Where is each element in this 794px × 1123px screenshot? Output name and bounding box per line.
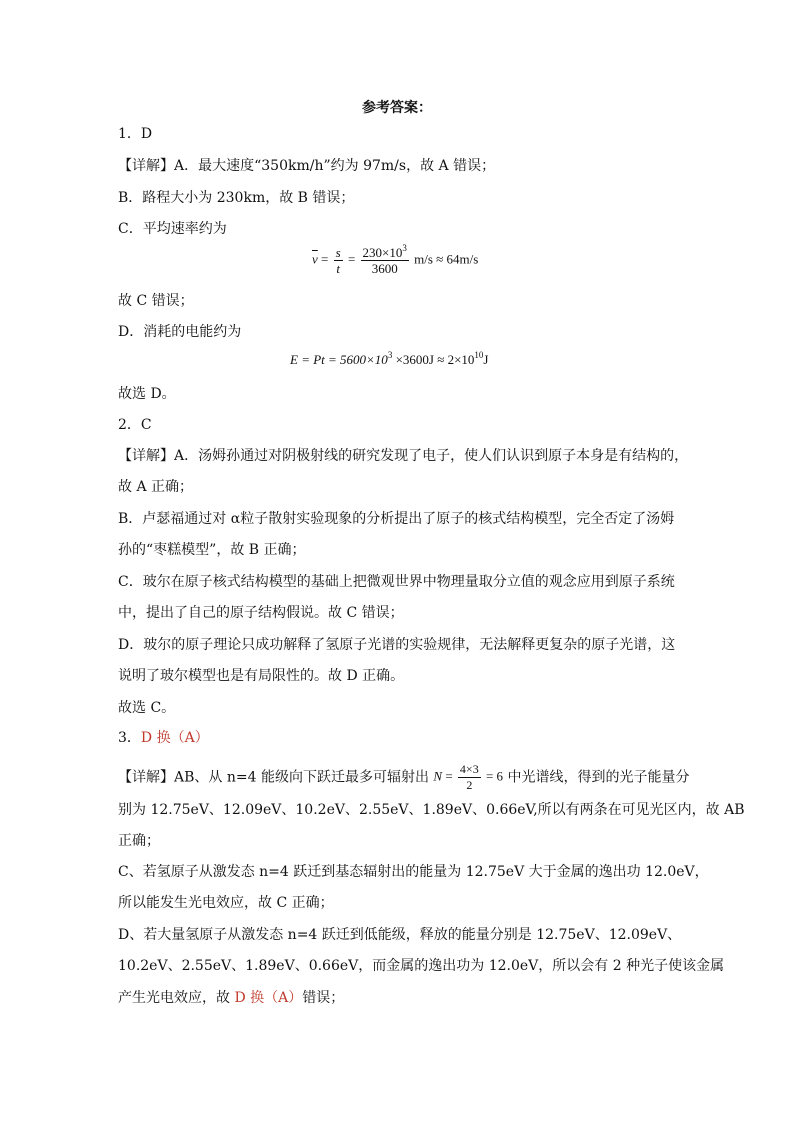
q1-choice: 故选 D。 <box>118 386 176 402</box>
q3-line-6: D、若大量氢原子从激发态 n=4 跃迁到低能级，释放的能量分别是 12.75eV、12.09eV、 <box>118 927 682 943</box>
page-title: 参考答案： <box>362 100 432 116</box>
formula-v: $\overline{v}$ <box>312 251 318 267</box>
q3-line-3: 正确； <box>118 833 160 849</box>
q3-answer-highlight: D 换（A） <box>140 730 209 746</box>
q2-option-d-1: D．玻尔的原子理论只成功解释了氢原子光谱的实验规律，无法解释更复杂的原子光谱，这 <box>118 637 676 653</box>
fraction-distance: $230\times 10^3$ <box>362 243 407 260</box>
formula-result: m/s ≈ 64m/s <box>414 251 479 267</box>
q2-choice: 故选 C。 <box>118 700 176 716</box>
q2-option-c-1: C．玻尔在原子核式结构模型的基础上把微观世界中物理量取分立值的观念应用到原子系统 <box>118 574 675 590</box>
q2-option-d-2: 说明了玻尔模型也是有局限性的。故 D 正确。 <box>118 668 405 684</box>
q2-option-c-2: 中，提出了自己的原子结构假说。故 C 错误； <box>118 605 404 621</box>
fraction-distance-over-time <box>361 245 409 276</box>
q3-line-4: C、若氢原子从激发态 n=4 跃迁到基态辐射出的能量为 12.75eV 大于金属的逸出功 12.0eV， <box>118 864 709 880</box>
q3-line-5: 所以能发生光电效应，故 C 正确； <box>118 895 334 911</box>
q1-c-conclusion: 故 C 错误； <box>118 293 194 309</box>
fraction-2: 2 <box>466 778 473 792</box>
fraction-4x3: 4×3 <box>459 762 479 776</box>
q2-detail-a-2: 故 A 正确； <box>118 479 194 495</box>
fraction-s-over-t <box>334 245 343 276</box>
q3-line-8: 产生光电效应，故 D 换（A）错误； <box>118 990 345 1006</box>
q2-option-b-1: B．卢瑟福通过对 α粒子散射实验现象的分析提出了原子的核式结构模型，完全否定了汤姆 <box>118 511 675 527</box>
q1-option-d: D．消耗的电能约为 <box>118 324 242 340</box>
q2-option-b-2: 孙的“枣糕模型”，故 B 正确； <box>118 542 306 558</box>
q3-answer: 3．D 换（A） <box>118 730 209 746</box>
q1-detail-a: 【详解】A．最大速度“350km/h”约为 97m/s，故 A 错误； <box>118 158 496 174</box>
q2-answer: 2．C <box>118 417 152 433</box>
formula-energy: $E = Pt = 5600\times 10^3 \times 3600J \approx 2\times 10^{10}J$ <box>290 350 489 367</box>
q1-answer: 1．D <box>118 126 153 142</box>
fraction-t: t <box>336 261 340 276</box>
q1-option-b: B．路程大小为 230km，故 B 错误； <box>118 190 355 206</box>
fraction-s: s <box>335 245 341 260</box>
q1-option-c: C．平均速率约为 <box>118 221 227 237</box>
q2-detail-a-1: 【详解】A．汤姆孙通过对阴极射线的研究发现了电子，使人们认识到原子本身是有结构的， <box>118 448 689 464</box>
formula-spectral-lines: N = $\frac{4\times 3}{2}$ = 6 <box>433 762 504 792</box>
q3-line-7: 10.2eV、2.55eV、1.89eV、0.66eV，而金属的逸出功为 12.0eV，所以会有 2 种光子使该金属 <box>118 958 725 974</box>
q3-line-2: 别为 12.75eV、12.09eV、10.2eV、2.55eV、1.89eV、0.66eV,所以有两条在可见光区内，故 AB <box>118 802 745 818</box>
formula-average-speed: $\overline{v}$ = $\frac{s}{t}$ = $\frac{230\times 10^3}{3600}$ m/s ≈ 64m/s <box>312 243 479 276</box>
q3-line-1: 【详解】AB、从 n=4 能级向下跃迁最多可辐射出 N = $\frac{4\times 3}{2}$ = 6 中光谱线，得到的光子能量分 <box>118 762 690 792</box>
q3-line-8-highlight: D 换（A） <box>234 990 303 1006</box>
fraction-time: 3600 <box>371 261 398 276</box>
